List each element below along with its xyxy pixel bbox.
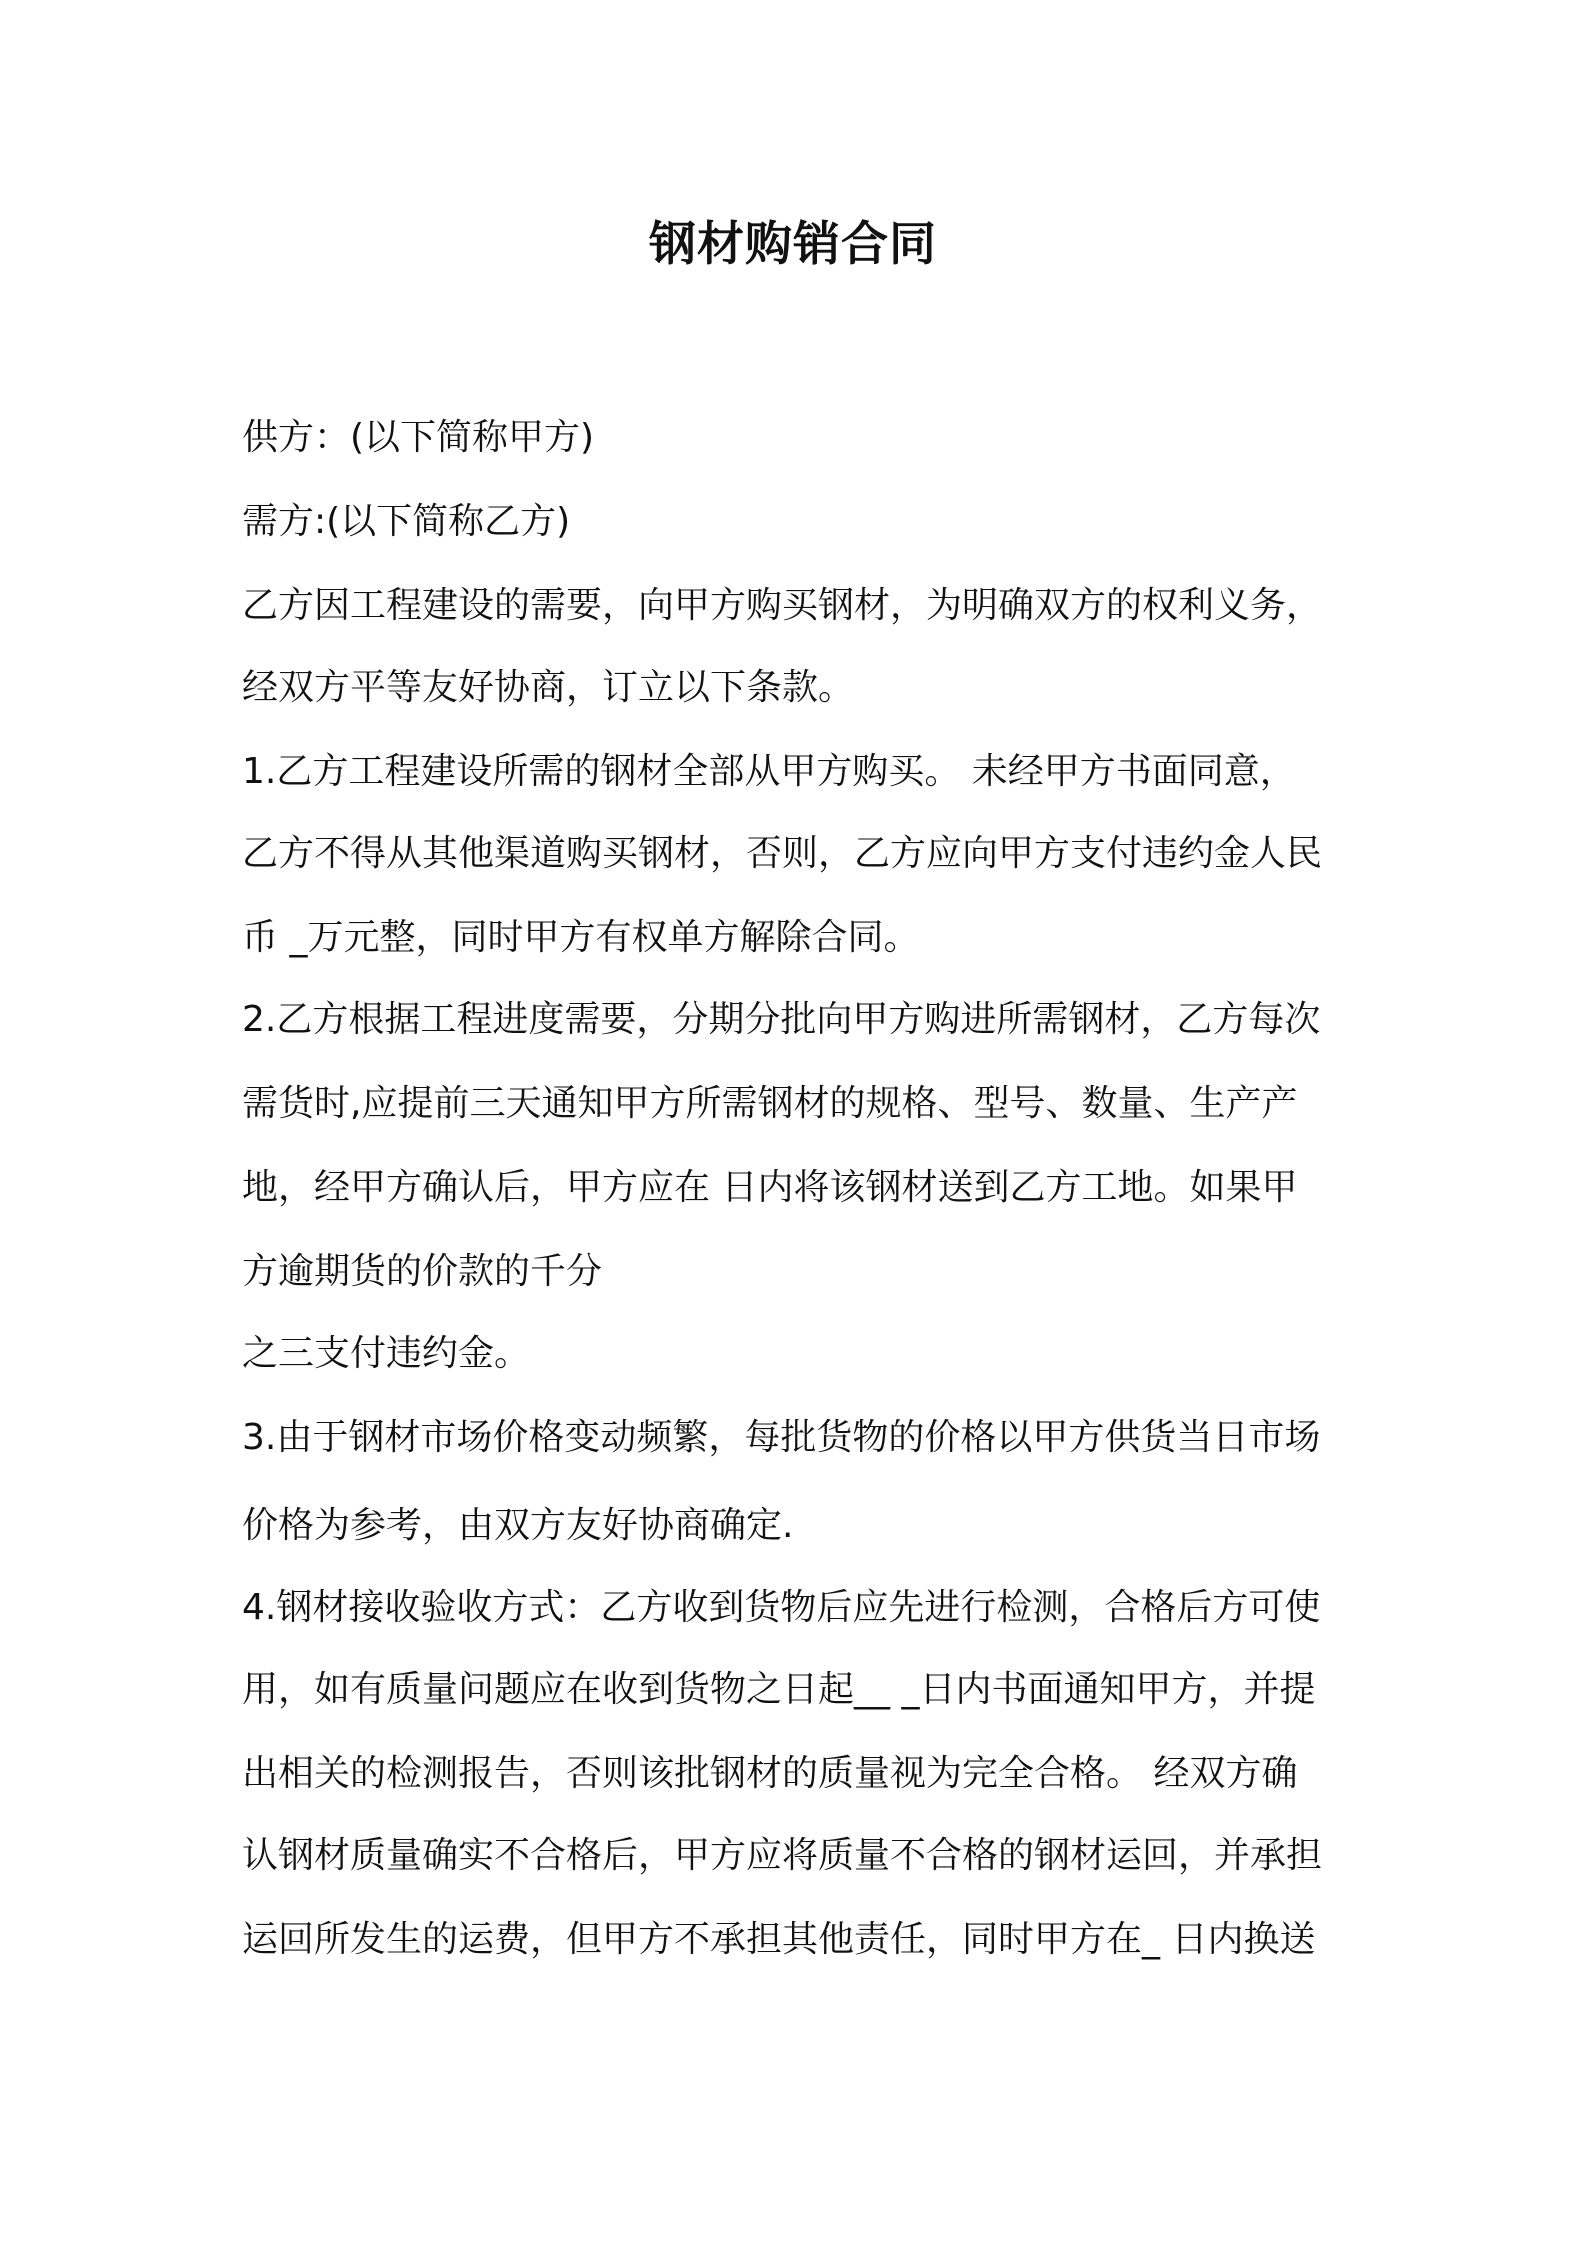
text-line-clause3-2: 价格为参考，由双方友好协商确定. (242, 1505, 794, 1546)
text-line-clause2-1: 2.乙方根据工程进度需要，分期分批向甲方购进所需钢材，乙方每次 (242, 999, 1321, 1040)
text-line-clause4-5: 运回所发生的运费，但甲方不承担其他责任，同时甲方在_ 日内换送 (242, 1919, 1316, 1960)
text-line-clause1-1: 1.乙方工程建设所需的钢材全部从甲方购买。 未经甲方书面同意， (242, 751, 1296, 792)
document-title: 钢材购销合同 (649, 217, 937, 272)
text-line-supplier: 供方：(以下简称甲方) (242, 417, 595, 458)
text-line-clause1-3: 币 _万元整，同时甲方有权单方解除合同。 (242, 917, 920, 958)
text-line-buyer: 需方:(以下简称乙方) (242, 501, 571, 542)
text-line-clause4-1: 4.钢材接收验收方式：乙方收到货物后应先进行检测，合格后方可使 (242, 1587, 1321, 1628)
text-line-clause4-2: 用，如有质量问题应在收到货物之日起__ _日内书面通知甲方，并提 (242, 1669, 1316, 1710)
text-line-clause4-4: 认钢材质量确实不合格后，甲方应将质量不合格的钢材运回，并承担 (242, 1835, 1323, 1876)
text-line-clause4-3: 出相关的检测报告，否则该批钢材的质量视为完全合格。 经双方确 (242, 1753, 1298, 1794)
text-line-intro-2: 经双方平等友好协商，订立以下条款。 (242, 667, 855, 708)
text-line-intro-1: 乙方因工程建设的需要，向甲方购买钢材，为明确双方的权利义务， (242, 585, 1323, 626)
text-line-clause2-4: 方逾期货的价款的千分 (242, 1251, 603, 1292)
text-line-clause3-1: 3.由于钢材市场价格变动频繁，每批货物的价格以甲方供货当日市场 (242, 1417, 1321, 1458)
text-line-clause1-2: 乙方不得从其他渠道购买钢材，否则，乙方应向甲方支付违约金人民 (242, 833, 1323, 874)
text-line-clause2-2: 需货时,应提前三天通知甲方所需钢材的规格、型号、数量、生产产 (242, 1083, 1298, 1124)
text-line-clause2-5: 之三支付违约金。 (242, 1333, 531, 1374)
text-line-clause2-3: 地，经甲方确认后，甲方应在 日内将该钢材送到乙方工地。如果甲 (242, 1167, 1298, 1208)
